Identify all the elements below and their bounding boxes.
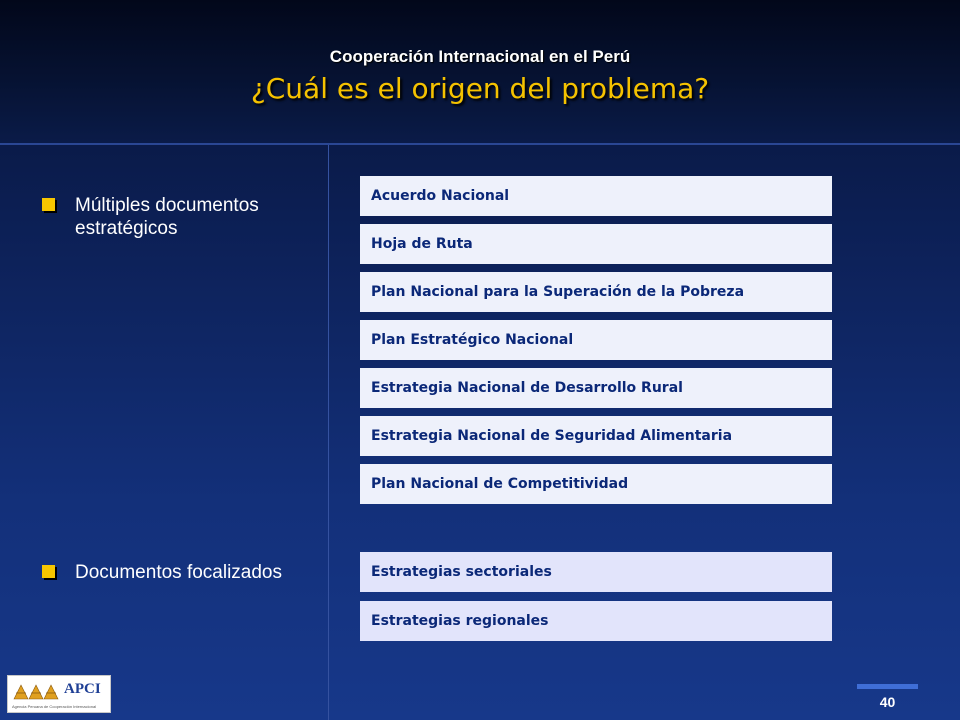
document-box: Estrategia Nacional de Desarrollo Rural — [360, 368, 832, 408]
apci-emblem-icon — [12, 681, 62, 703]
document-box: Plan Estratégico Nacional — [360, 320, 832, 360]
document-box: Plan Nacional para la Superación de la Pobreza — [360, 272, 832, 312]
document-box: Acuerdo Nacional — [360, 176, 832, 216]
page-number-bar — [857, 684, 918, 689]
logo-subtitle: Agencia Peruana de Cooperación Internacional — [12, 704, 97, 709]
focused-document-box: Estrategias sectoriales — [360, 552, 832, 592]
column-divider — [328, 145, 329, 720]
page-number: 40 — [879, 694, 896, 710]
header-divider — [0, 143, 960, 145]
logo-name: APCI — [64, 681, 101, 697]
bullet-square-icon — [42, 565, 55, 578]
document-box: Estrategia Nacional de Seguridad Alimentaria — [360, 416, 832, 456]
focused-document-box: Estrategias regionales — [360, 601, 832, 641]
document-box: Plan Nacional de Competitividad — [360, 464, 832, 504]
apci-logo — [7, 675, 111, 713]
bullet-square-icon — [42, 198, 55, 211]
bullet-label: Múltiples documentos estratégicos — [75, 195, 259, 239]
bullet-focused-documents — [42, 561, 312, 584]
slide-title: ¿Cuál es el origen del problema? — [250, 72, 710, 105]
slide-subtitle: Cooperación Internacional en el Perú — [329, 47, 631, 66]
bullet-label: Documentos focalizados — [75, 562, 282, 583]
document-box: Hoja de Ruta — [360, 224, 832, 264]
bullet-strategic-documents — [42, 194, 312, 240]
